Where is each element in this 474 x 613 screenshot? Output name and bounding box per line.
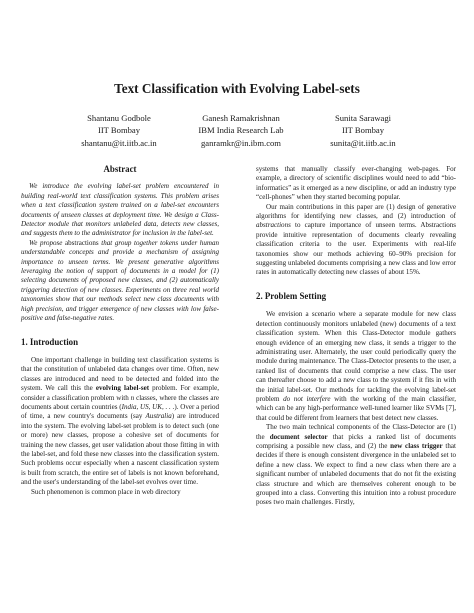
author-name: Shantanu Godbole xyxy=(87,113,151,123)
body-paragraph: Such phenomenon is common place in web directory xyxy=(31,487,181,496)
text-run: support xyxy=(96,267,118,276)
paper-title: Text Classification with Evolving Label-sets xyxy=(114,81,360,96)
author-name: Sunita Sarawagi xyxy=(334,113,392,123)
text-run: India, US, UK, . . . xyxy=(121,402,175,411)
body-paragraph: systems that manually classify ever-changing web-pages. For example, a directory of scientific disciplines would need to add “bio-informatics” as it emerged as a new discipline, or add an industry type “cell-phones” when they started becoming popular. xyxy=(256,165,456,202)
text-run: of documents in a model for (1) selecting documents of proposed new classes, and (2) automatically triggering detection of new classes. Experiments on three real world taxonomies show that our methods select new class documents with high precision, and trigger emergence of new classes with low false-positive and false-negative rates. xyxy=(21,267,219,323)
body-paragraph xyxy=(256,203,456,278)
text-run: The two main technical components of the Class-Detector are (1) the xyxy=(256,423,456,441)
author-1 xyxy=(54,112,184,149)
text-run: that picks a ranked list of documents comprising a possible new class, and (2) the xyxy=(256,432,456,450)
text-run: problem. For example, consider a classification problem with xyxy=(21,384,219,402)
author-affiliation: IIT Bombay xyxy=(341,125,385,136)
abstract-paragraph xyxy=(21,239,219,324)
text-run: evolving label-set xyxy=(95,384,150,393)
text-run: We propose xyxy=(29,238,66,247)
text-run: abstractions xyxy=(65,238,99,247)
author-affiliation: IIT Bombay xyxy=(97,125,141,136)
text-run: ) are introduced into the system. The evolving label-set problem is to detect such (one or more) new classes, propose a cohesive set of documents for training the new classes, get user validation about those fitting in with the label-set, and fold these new classes into the classification system. Such problems occur especially when a nascent classification system is built from scratch, the entire set of labels is not known beforehand, and the user's understanding of the label-set evolves over time. xyxy=(21,412,220,487)
text-run: new class trigger xyxy=(390,441,443,450)
author-email: ganramkr@in.ibm.com xyxy=(201,137,281,148)
author-email: shantanu@it.iitb.ac.in xyxy=(81,137,157,148)
text-run: Our main contributions in this paper are (1) design of generative algorithms for identifying new classes, and (2) introduction of xyxy=(256,202,456,221)
abstract xyxy=(21,182,219,323)
text-run: do not interfere xyxy=(283,394,331,403)
author-name: Ganesh Ramakrishnan xyxy=(202,113,280,123)
text-run: with the working of the main classifier, which can be any high-performance well-tuned learner like SVMs [7], that could be different from learners that best detect new classes. xyxy=(256,394,456,422)
author-email: sunita@it.iitb.ac.in xyxy=(330,137,396,148)
text-run: n xyxy=(130,393,135,402)
author-affiliation: IBM India Research Lab xyxy=(198,125,284,136)
left-column xyxy=(21,165,219,497)
text-run: abstractions xyxy=(256,221,291,230)
abstract-heading: Abstract xyxy=(103,164,137,174)
text-run: document selector xyxy=(269,432,328,441)
text-run: ). Over a period of time, a new country's documents (say xyxy=(21,402,219,421)
section-heading-problem-setting: 2. Problem Setting xyxy=(256,290,327,301)
right-column xyxy=(256,165,456,508)
text-run: to capture importance of unseen terms. Abstractions provide intuitive representation of documents clearly revealing classification criteria to the user. Experiments with real-life taxonomies show our methods achieving 60–90% precision for suggesting unlabeled documents comprising a new class and low error rates in automatically detecting new classes of about 15%. xyxy=(256,221,456,277)
text-run: One important challenge in building text classification systems is that the constitution of unlabeled data changes over time. Often, new classes are introduced and need to be detected and folded into the system. We call this the xyxy=(21,355,219,393)
text-run: classes, where the classes are documents about certain countries ( xyxy=(21,393,219,411)
text-run: We envision a scenario where a separate module for new class detection continuously monitors unlabeled (new) documents of a text classification system. When this Class-Detector module gathers enough evidence of an emerging new class, it sends a trigger to the administrating user. Alternately, the user could periodically query the module during maintenance. The Class-Detector presents to the user, a ranked list of documents that could comprise a new class. The user can thereafter choose to add a new class to the system if it fits in with the initial label-set. Our methods for tackling the evolving label-set problem xyxy=(256,310,456,403)
text-run: Australia xyxy=(145,412,172,421)
text-run: that decides if there is enough consistent divergence in the unlabeled set to define a new class. We expect to find a new class when there are a significant number of unlabeled documents that do not fit the existing class structure and which are themselves coherent enough to be grouped into a class. Converting this intuition into a robust procedure poses two main challenges. Firstly, xyxy=(256,441,456,507)
author-2 xyxy=(168,112,314,149)
body-paragraph xyxy=(21,356,219,488)
body-paragraph xyxy=(256,423,456,508)
abstract-paragraph: We introduce the evolving label-set problem encountered in building real-world text classification systems. This problem arises when a text classification system trained on a label-set encounters documents of unseen classes at deployment time. We design a Class-Detector module that monitors unlabeled data, detects new classes, and suggests them to the administrator for inclusion in the label-set. xyxy=(21,182,219,238)
text-run: that group together tokens under human understandable concepts and provide a mechanism of assigning importance to unseen terms. We present generative algorithms leveraging the notion of xyxy=(21,238,219,276)
body-paragraph xyxy=(256,310,456,423)
section-heading-introduction: 1. Introduction xyxy=(21,336,79,347)
author-3 xyxy=(296,112,430,149)
